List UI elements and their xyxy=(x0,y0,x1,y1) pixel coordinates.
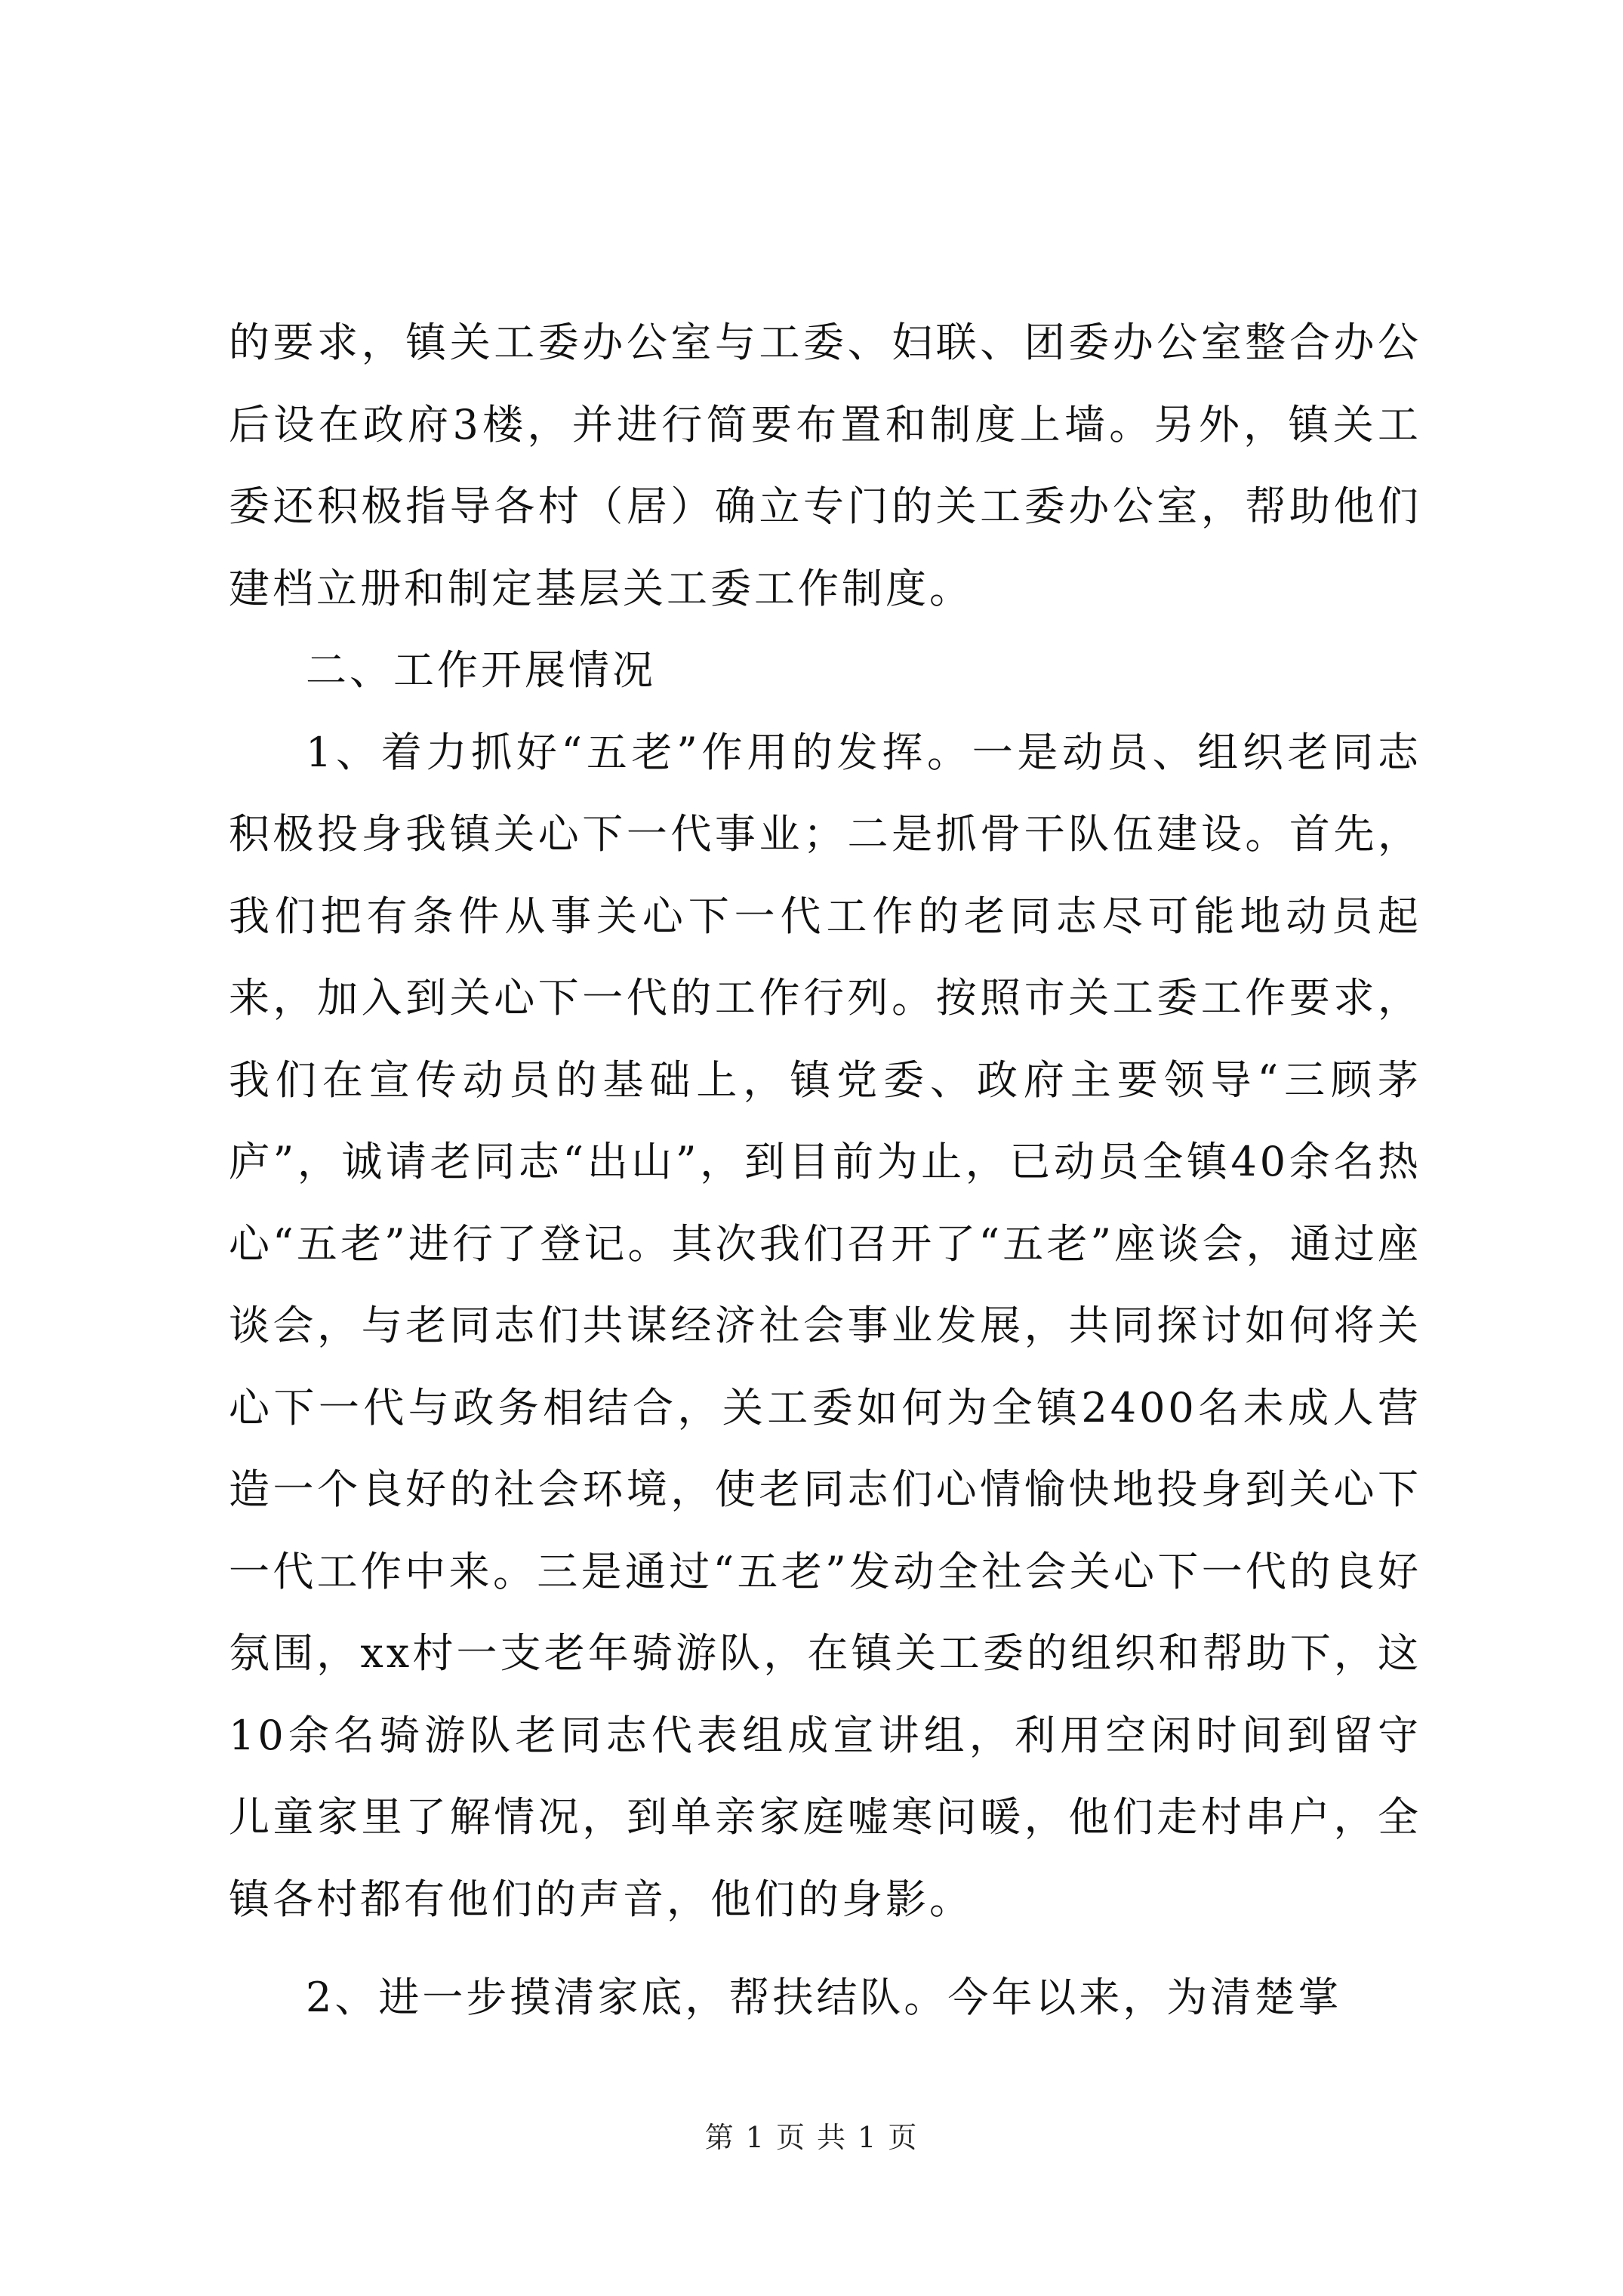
paragraph-item-1: 1、着力抓好“五老”作用的发挥。一是动员、组织老同志积极投身我镇关心下一代事业；二是抓骨干队伍建设。首先，我们把有条件从事关心下一代工作的老同志尽可能地动员起来，加入到关心下一代的工作行列。按照市关工委工作要求，我们在宣传动员的基础上，镇党委、政府主要领导“三顾茅庐”，诚请老同志“出山”，到目前为止，已动员全镇40余名热心“五老”进行了登记。其次我们召开了“五老”座谈会，通过座谈会，与老同志们共谋经济社会事业发展，共同探讨如何将关心下一代与政务相结合，关工委如何为全镇2400名未成人营造一个良好的社会环境，使老同志们心情愉快地投身到关心下一代工作中来。三是通过“五老”发动全社会关心下一代的良好氛围，xx村一支老年骑游队，在镇关工委的组织和帮助下，这10余名骑游队老同志代表组成宣讲组，利用空闲时间到留守儿童家里了解情况，到单亲家庭嘘寒问暖，他们走村串户，全镇各村都有他们的声音，他们的身影。 xyxy=(229,728,1421,1923)
paragraph-continuation: 的要求，镇关工委办公室与工委、妇联、团委办公室整合办公后设在政府3楼，并进行简要布置和制度上墙。另外，镇关工委还积极指导各村（居）确立专门的关工委办公室，帮助他们建档立册和制定基层关工委工作制度。 xyxy=(229,319,1421,612)
paragraph-item-2: 2、进一步摸清家底，帮扶结队。今年以来，为清楚掌 xyxy=(306,1974,1342,2021)
document-body xyxy=(229,302,1421,2039)
page-footer: 第 1 页 共 1 页 xyxy=(704,2121,919,2154)
section-heading: 二、工作开展情况 xyxy=(306,646,656,694)
